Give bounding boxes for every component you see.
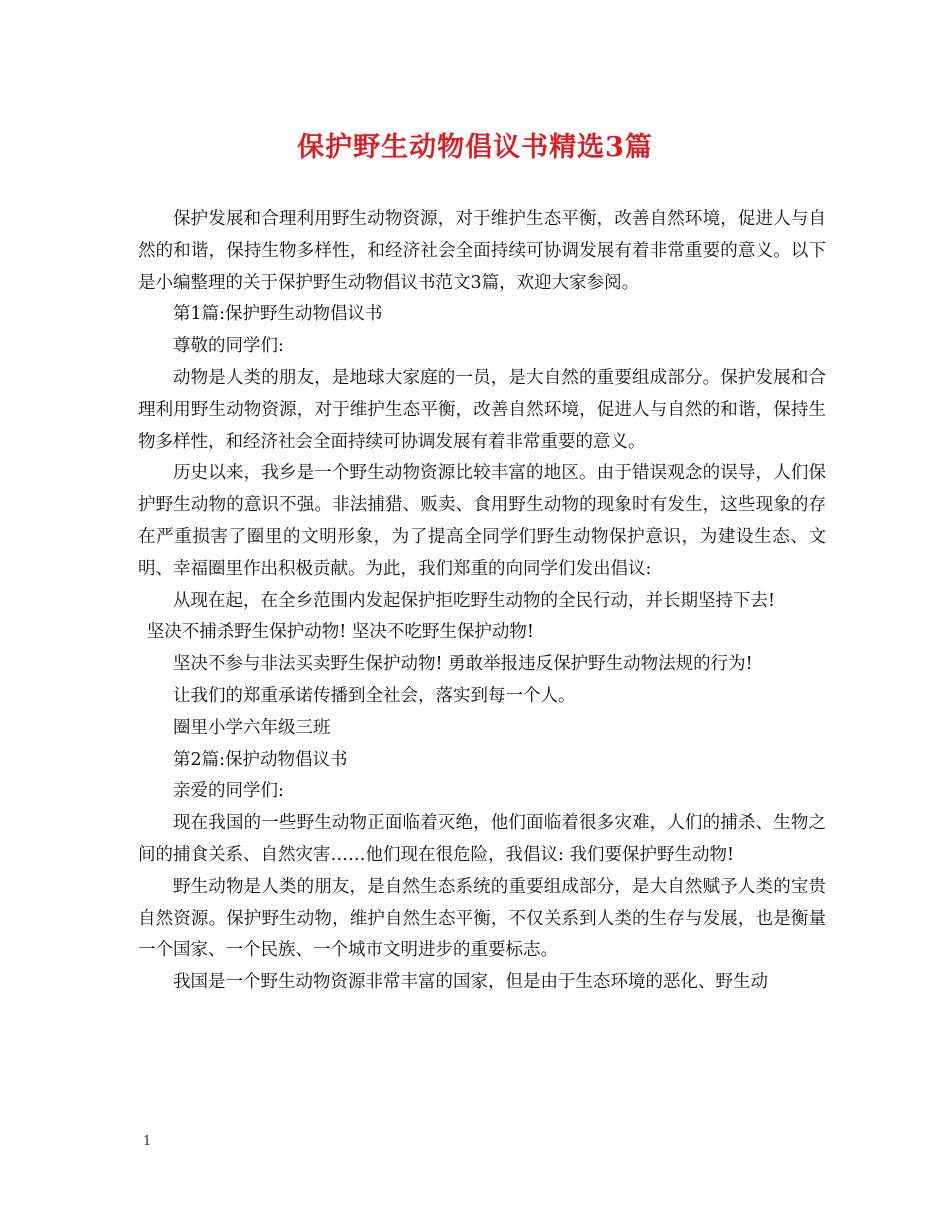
paragraph-intro: 保护发展和合理利用野生动物资源，对于维护生态平衡，改善自然环境，促进人与自然的和谐，保持生物多样性，和经济社会全面持续可协调发展有着非常重要的意义。以下是小编整理的关于保护野生动物倡议书范文3篇，欢迎大家参阅。 — [138, 209, 826, 293]
paragraph: 现在我国的一些野生动物正面临着灭绝，他们面临着很多灾难，人们的捕杀、生物之间的捕食关系、自然灾害……他们现在很危险，我倡议: 我们要保护野生动物! — [138, 813, 826, 865]
signature-1: 圈里小学六年级三班 — [173, 717, 331, 738]
paragraph: 坚决不参与非法买卖野生保护动物! 勇敢举报违反保护野生动物法规的行为! — [173, 654, 753, 675]
page-number: 1 — [143, 1134, 152, 1149]
paragraph: 野生动物是人类的朋友，是自然生态系统的重要组成部分，是大自然赋予人类的宝贵自然资源。保护野生动物，维护自然生态平衡，不仅关系到人类的生存与发展，也是衡量一个国家、一个民族、一个城市文明进步的重要标志。 — [138, 876, 826, 961]
paragraph: 我国是一个野生动物资源非常丰富的国家，但是由于生态环境的恶化、野生动 — [173, 972, 768, 993]
section-heading-2: 第2篇:保护动物倡议书 — [173, 749, 348, 770]
paragraph: 坚决不捕杀野生保护动物! 坚决不吃野生保护动物! — [146, 622, 534, 643]
paragraph: 让我们的郑重承诺传播到全社会，落实到每一个人。 — [173, 685, 576, 706]
salutation-2: 亲爱的同学们: — [173, 781, 284, 802]
salutation-1: 尊敬的同学们: — [173, 336, 284, 357]
paragraph: 历史以来，我乡是一个野生动物资源比较丰富的地区。由于错误观念的误导，人们保护野生动物的意识不强。非法捕猎、贩卖、食用野生动物的现象时有发生，这些现象的存在严重损害了圈里的文明形象，为了提高全同学们野生动物保护意识，为建设生态、文明、幸福圈里作出积极贡献。为此，我们郑重的向同学们发出倡议: — [138, 463, 826, 579]
paragraph: 从现在起，在全乡范围内发起保护拒吃野生动物的全民行动，并长期坚持下去! — [173, 590, 776, 611]
paragraph: 动物是人类的朋友，是地球大家庭的一员，是大自然的重要组成部分。保护发展和合理利用野生动物资源，对于维护生态平衡，改善自然环境，促进人与自然的和谐，保持生物多样性，和经济社会全面持续可协调发展有着非常重要的意义。 — [138, 367, 826, 452]
document-title: 保护野生动物倡议书精选3篇 — [297, 132, 653, 163]
section-heading-1: 第1篇:保护野生动物倡议书 — [173, 304, 383, 325]
document-body — [138, 204, 826, 999]
